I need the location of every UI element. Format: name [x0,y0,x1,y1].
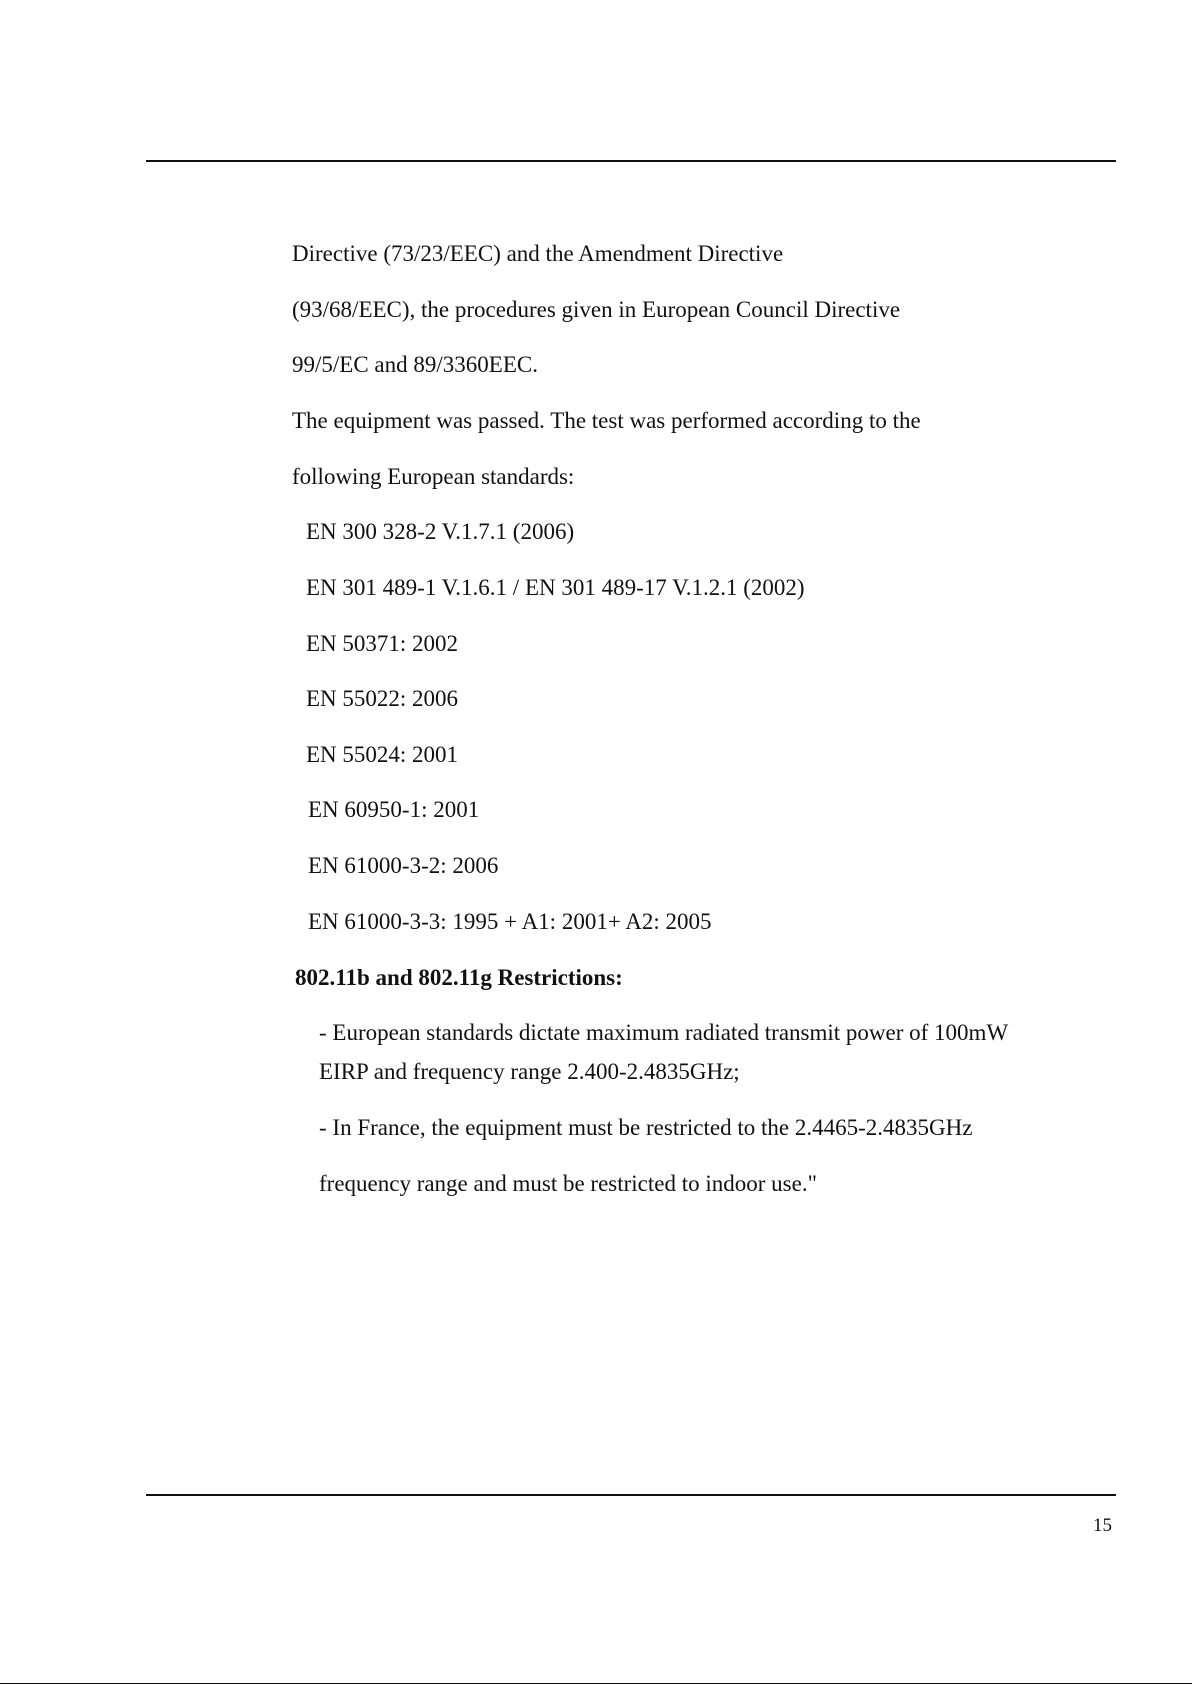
restrictions-heading: 802.11b and 802.11g Restrictions: [295,965,623,990]
restriction-line: - In France, the equipment must be restricted to the 2.4465-2.4835GHz [319,1115,973,1140]
header-rule [146,160,1116,162]
page-bottom-edge [0,1683,1192,1684]
restriction-line: frequency range and must be restricted to indoor use." [319,1171,817,1196]
text-line: The equipment was passed. The test was performed according to the [292,408,921,433]
footer-rule [146,1494,1116,1496]
text-line: 99/5/EC and 89/3360EEC. [292,352,538,377]
standard-item: EN 50371: 2002 [306,631,459,656]
restriction-line: - European standards dictate maximum radiated transmit power of 100mW [319,1020,1009,1045]
standard-item: EN 55024: 2001 [306,742,459,767]
standard-item: EN 301 489-1 V.1.6.1 / EN 301 489-17 V.1.2.1 (2002) [306,575,805,600]
standard-item: EN 60950-1: 2001 [308,797,480,822]
text-line: Directive (73/23/EEC) and the Amendment Directive [292,241,784,266]
text-line: (93/68/EEC), the procedures given in European Council Directive [292,297,901,322]
standard-item: EN 61000-3-2: 2006 [308,853,499,878]
standard-item: EN 300 328-2 V.1.7.1 (2006) [306,519,575,544]
standard-item: EN 61000-3-3: 1995 + A1: 2001+ A2: 2005 [308,909,712,934]
standard-item: EN 55022: 2006 [306,686,459,711]
page-number: 15 [1093,1515,1112,1536]
restriction-line: EIRP and frequency range 2.400-2.4835GHz; [319,1059,740,1084]
text-line: following European standards: [292,464,575,489]
